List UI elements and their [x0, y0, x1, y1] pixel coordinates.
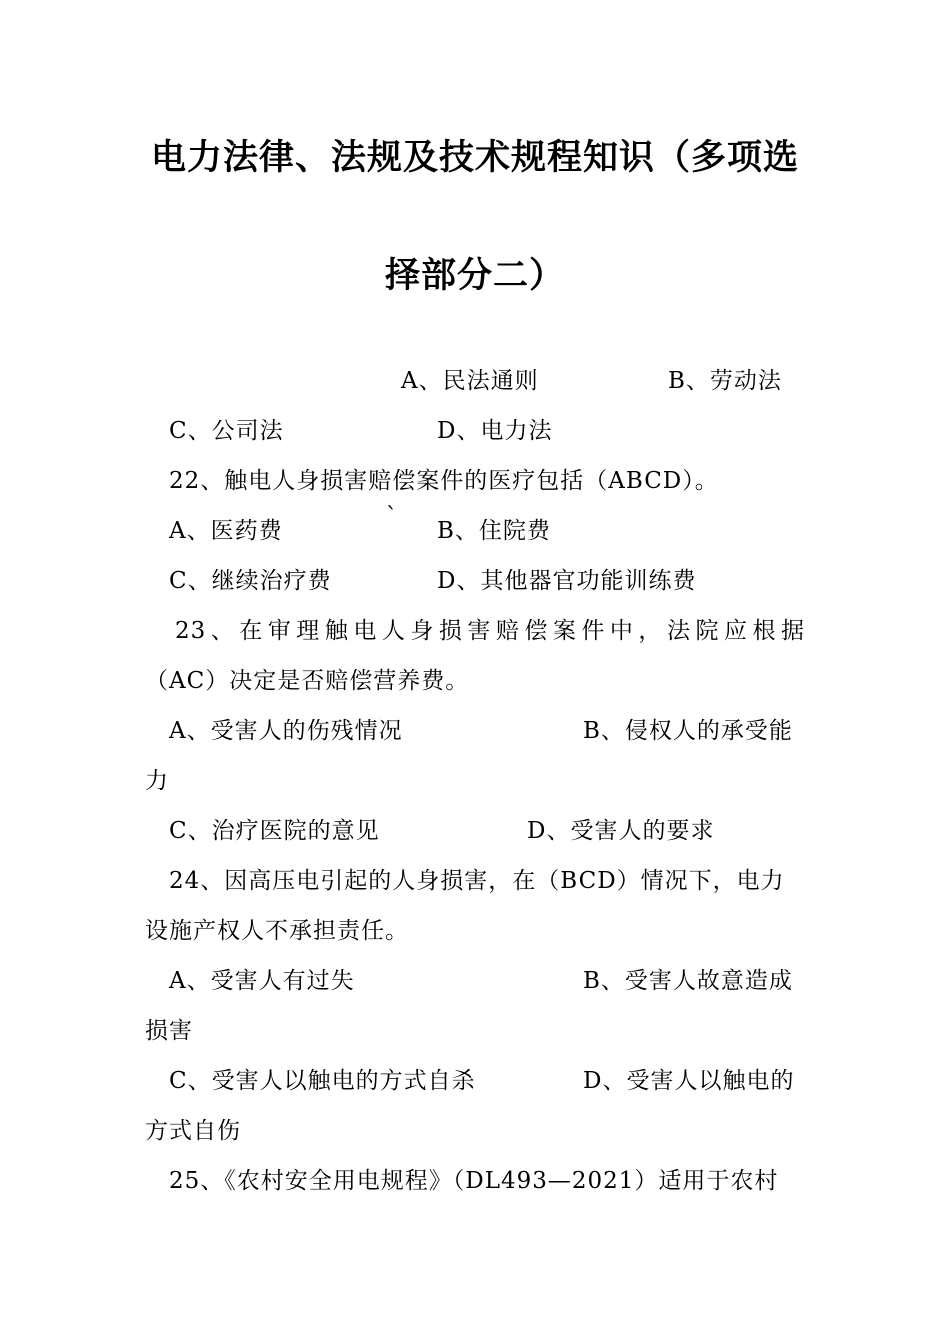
q22-option-c: C、继续治疗费 — [169, 568, 332, 594]
q24-option-a: A、受害人有过失 — [169, 968, 355, 994]
q21-option-b: B、劳动法 — [668, 368, 782, 394]
q24-option-d-wrap: 方式自伤 — [145, 1118, 241, 1144]
q22-stray-mark: ` — [386, 504, 399, 530]
q23-stem-line-2: （AC）决定是否赔偿营养费。 — [145, 668, 470, 694]
title-line-1: 电力法律、法规及技术规程知识（多项选 — [150, 138, 799, 178]
q23-stem-line-1: 23、在审理触电人身损害赔偿案件中，法院应根据 — [175, 618, 805, 644]
q22-option-b: B、住院费 — [437, 518, 551, 544]
q21-option-d: D、电力法 — [437, 418, 553, 444]
q23-option-d: D、受害人的要求 — [527, 818, 715, 844]
q23-option-b-wrap: 力 — [145, 768, 169, 794]
q21-option-a: A、民法通则 — [401, 368, 539, 394]
q22-option-a: A、医药费 — [169, 518, 283, 544]
q24-option-b: B、受害人故意造成 — [583, 968, 793, 994]
q24-option-c: C、受害人以触电的方式自杀 — [169, 1068, 476, 1094]
q23-option-c: C、治疗医院的意见 — [169, 818, 380, 844]
q22-stem: 22、触电人身损害赔偿案件的医疗包括（ABCD）。 — [169, 468, 719, 494]
q23-option-b: B、侵权人的承受能 — [583, 718, 793, 744]
title-line-2: 择部分二） — [384, 256, 565, 296]
q23-option-a: A、受害人的伤残情况 — [169, 718, 403, 744]
q24-stem-line-2: 设施产权人不承担责任。 — [145, 918, 409, 944]
q25-stem-line-1: 25、《农村安全用电规程》（DL493—2021）适用于农村 — [169, 1168, 779, 1194]
q24-stem-line-1: 24、因高压电引起的人身损害，在（BCD）情况下，电力 — [169, 868, 785, 894]
q24-option-b-wrap: 损害 — [145, 1018, 193, 1044]
q21-option-c: C、公司法 — [169, 418, 284, 444]
q24-option-d: D、受害人以触电的 — [583, 1068, 795, 1094]
q22-option-d: D、其他器官功能训练费 — [437, 568, 697, 594]
